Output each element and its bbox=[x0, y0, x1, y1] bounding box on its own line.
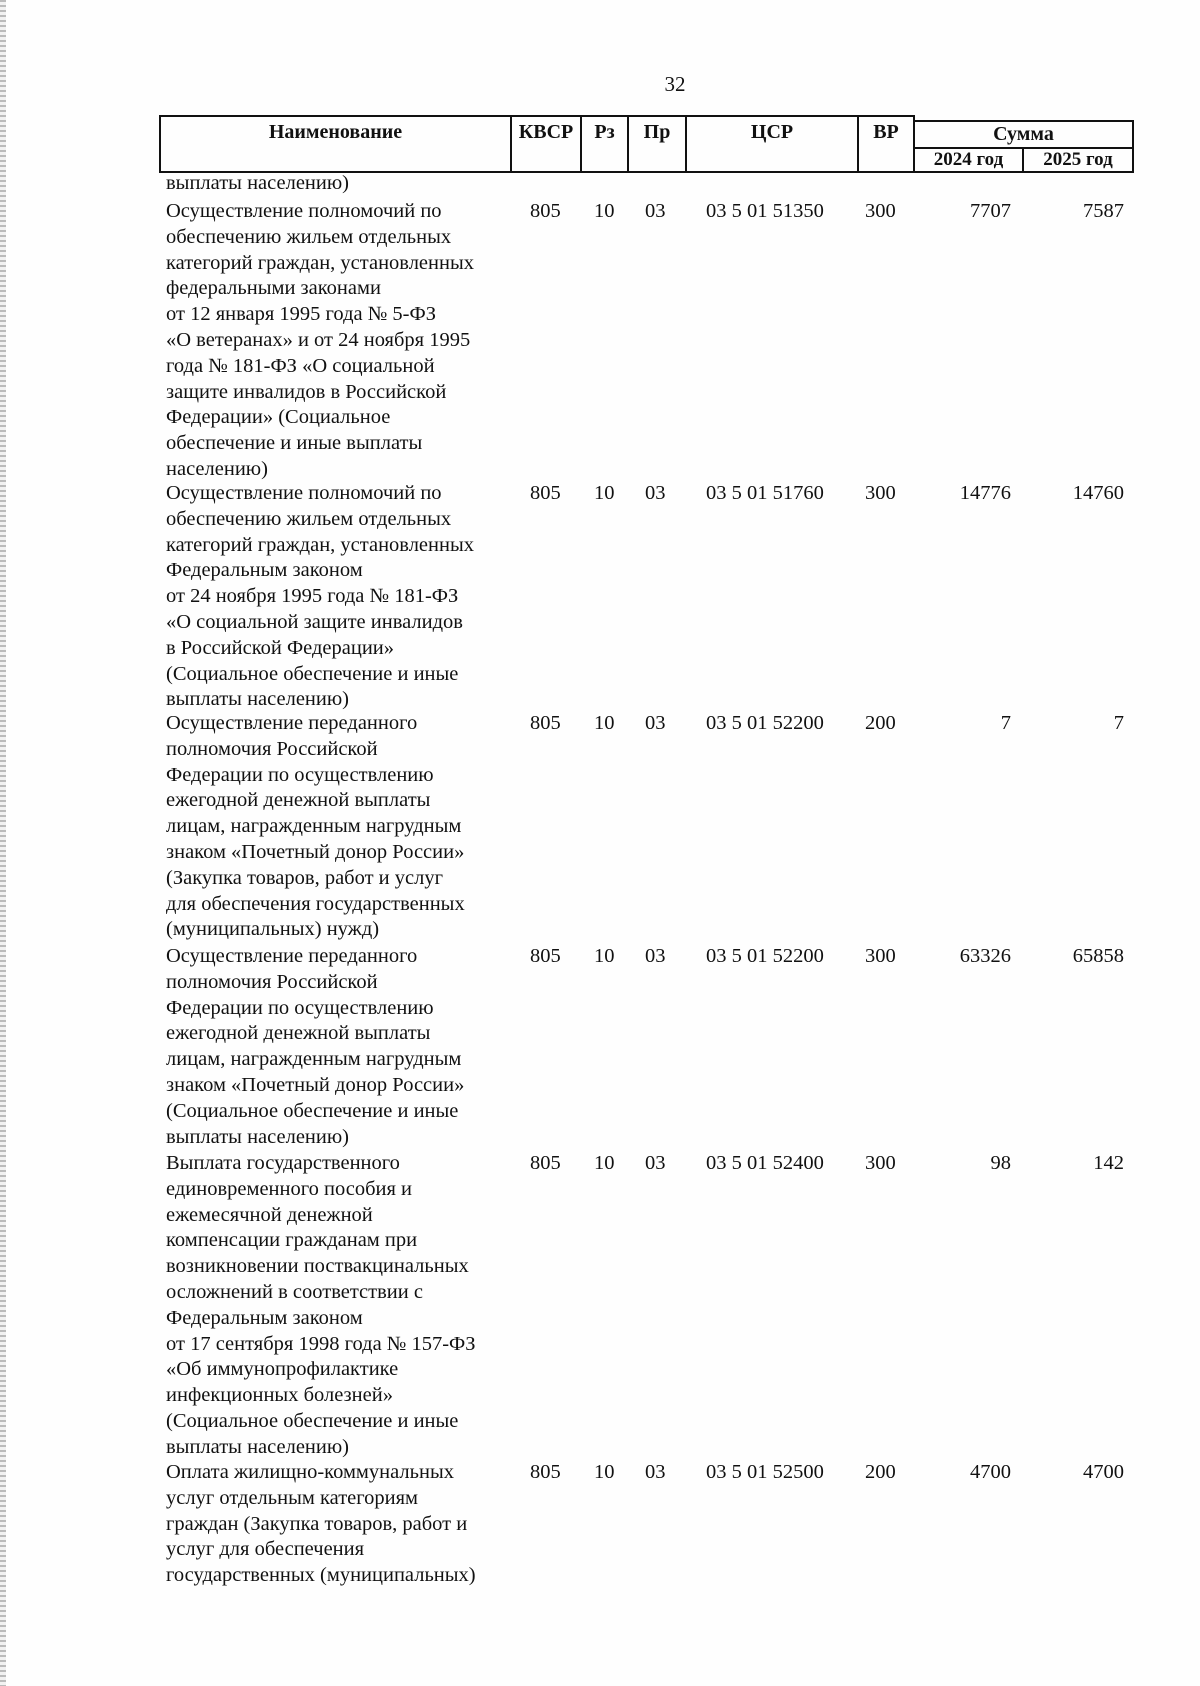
cell-rz: 10 bbox=[594, 1461, 615, 1483]
row-name: Осуществление переданного полномочия Российской Федерации по осуществлению ежегодной денежной выплаты лицам, награжденным нагрудным знаком «Почетный донор России» (Социальное обеспечение и иные выплаты населению) bbox=[166, 945, 465, 1148]
cell-rz: 10 bbox=[594, 945, 615, 967]
cell-pr: 03 bbox=[645, 1461, 666, 1483]
cell-kvsr: 805 bbox=[530, 1152, 561, 1174]
header-vline bbox=[1132, 120, 1134, 173]
cell-kvsr: 805 bbox=[530, 1461, 561, 1483]
page-number: 32 bbox=[664, 72, 686, 96]
row-name: Осуществление переданного полномочия Российской Федерации по осуществлению ежегодной денежной выплаты лицам, награжденным нагрудным знаком «Почетный донор России» (Закупка товаров, работ и услуг для обеспечения государственных (муниципальных) нужд) bbox=[166, 712, 465, 941]
header-csr: ЦСР bbox=[750, 121, 794, 143]
header-vr: ВР bbox=[873, 121, 899, 143]
header-year-2024: 2024 год bbox=[933, 149, 1004, 170]
cell-pr: 03 bbox=[645, 200, 666, 222]
cell-pr: 03 bbox=[645, 482, 666, 504]
cell-rz: 10 bbox=[594, 482, 615, 504]
cell-kvsr: 805 bbox=[530, 945, 561, 967]
header-top-border bbox=[159, 115, 913, 117]
header-kvsr: КВСР bbox=[518, 121, 574, 143]
cell-2025: 142 bbox=[1093, 1152, 1124, 1174]
cell-csr: 03 5 01 52200 bbox=[706, 945, 824, 967]
cell-2024: 7 bbox=[1000, 712, 1011, 734]
cell-vr: 200 bbox=[865, 712, 896, 734]
cell-rz: 10 bbox=[594, 200, 615, 222]
cell-kvsr: 805 bbox=[530, 200, 561, 222]
header-year-2025: 2025 год bbox=[1043, 149, 1113, 170]
cell-2025: 7 bbox=[1113, 712, 1124, 734]
row-name: Осуществление полномочий по обеспечению жильем отдельных категорий граждан, установленных федеральными законами от 12 января 1995 года № 5-ФЗ «О ветеранах» и от 24 ноября 1995 года № 181-ФЗ «О социальной защите инвалидов в Российской Федерации» (Социальное обеспечение и иные выплаты населению) bbox=[166, 200, 474, 480]
cell-kvsr: 805 bbox=[530, 712, 561, 734]
cell-csr: 03 5 01 52200 bbox=[706, 712, 824, 734]
cell-2024: 98 bbox=[990, 1152, 1011, 1174]
cell-vr: 300 bbox=[865, 482, 896, 504]
cell-vr: 200 bbox=[865, 1461, 896, 1483]
cell-kvsr: 805 bbox=[530, 482, 561, 504]
cell-pr: 03 bbox=[645, 712, 666, 734]
cell-rz: 10 bbox=[594, 712, 615, 734]
header-name: Наименование bbox=[268, 121, 403, 143]
cell-csr: 03 5 01 51350 bbox=[706, 200, 824, 222]
header-sum: Сумма bbox=[993, 123, 1054, 145]
row-name: Оплата жилищно-коммунальных услуг отдельным категориям граждан (Закупка товаров, работ и услуг для обеспечения государственных (муниципальных) bbox=[166, 1461, 476, 1587]
header-pr: Пр bbox=[643, 121, 671, 143]
cell-rz: 10 bbox=[594, 1152, 615, 1174]
cell-csr: 03 5 01 52500 bbox=[706, 1461, 824, 1483]
cell-2024: 4700 bbox=[970, 1461, 1011, 1483]
cell-vr: 300 bbox=[865, 200, 896, 222]
cell-pr: 03 bbox=[645, 1152, 666, 1174]
cell-2024: 63326 bbox=[959, 945, 1011, 967]
cell-2024: 14776 bbox=[959, 482, 1011, 504]
cell-vr: 300 bbox=[865, 1152, 896, 1174]
cell-vr: 300 bbox=[865, 945, 896, 967]
cell-2025: 14760 bbox=[1072, 482, 1124, 504]
cell-2025: 65858 bbox=[1072, 945, 1124, 967]
row-name: Выплата государственного единовременного пособия и ежемесячной денежной компенсации гражданам при возникновении поствакцинальных осложнений в соответствии с Федеральным законом от 17 сентября 1998 года № 157-ФЗ «Об иммунопрофилактике инфекционных болезней» (Социальное обеспечение и иные выплаты населению) bbox=[166, 1152, 476, 1458]
scan-edge bbox=[0, 0, 6, 1686]
header-top-border-sum bbox=[913, 120, 1134, 122]
cell-2025: 7587 bbox=[1083, 200, 1124, 222]
header-rz: Рз bbox=[594, 121, 615, 143]
cell-2025: 4700 bbox=[1083, 1461, 1124, 1483]
cell-csr: 03 5 01 51760 bbox=[706, 482, 824, 504]
cell-pr: 03 bbox=[645, 945, 666, 967]
row-name: выплаты населению) bbox=[166, 172, 350, 194]
cell-2024: 7707 bbox=[970, 200, 1011, 222]
row-name: Осуществление полномочий по обеспечению жильем отдельных категорий граждан, установленных Федеральным законом от 24 ноября 1995 года № 181-ФЗ «О социальной защите инвалидов в Российской Федерации» (Социальное обеспечение и иные выплаты населению) bbox=[166, 482, 474, 711]
cell-csr: 03 5 01 52400 bbox=[706, 1152, 824, 1174]
